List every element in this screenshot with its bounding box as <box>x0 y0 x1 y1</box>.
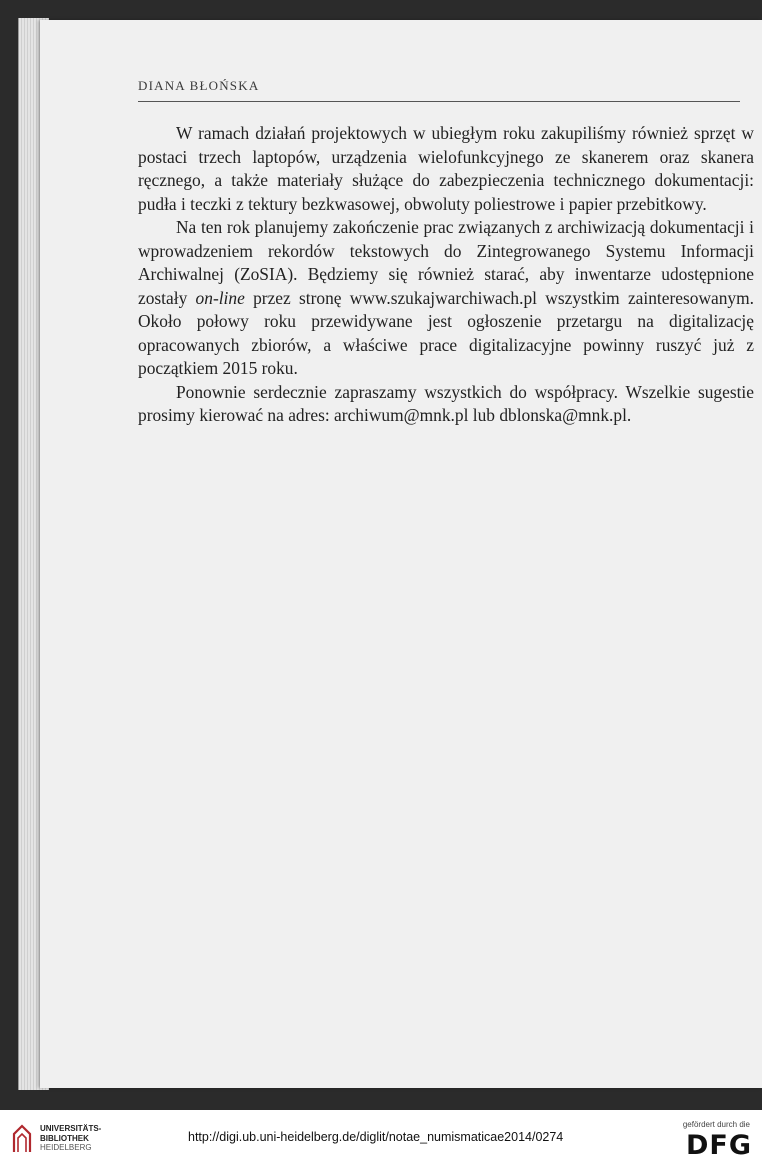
paragraph: Ponownie serdecznie zapraszamy wszystkich do współpracy. Wszelkie sugestie prosimy kierować na adres: archiwum@mnk.pl lub dblonska@mnk.pl. <box>138 381 754 425</box>
body-text <box>138 122 754 428</box>
source-url-link[interactable]: http://digi.ub.uni-heidelberg.de/diglit/notae_numismaticae2014/0274 <box>188 1130 564 1144</box>
book-page <box>40 20 762 1088</box>
footer-bar <box>0 1110 762 1166</box>
emphasis-text: on-line <box>195 287 245 308</box>
library-logo-icon <box>10 1124 34 1154</box>
running-head: DIANA BŁOŃSKA <box>138 78 260 93</box>
header-rule <box>138 101 740 102</box>
paragraph: W ramach działań projektowych w ubiegłym roku zakupiliśmy również sprzęt w postaci trzech laptopów, urządzenia wielofunkcyjnego ze skanerem oraz skanera ręcznego, a także materiały służące do zabezpieczenia technicznego dokumentacji: pudła i teczki z tektury bezkwasowej, obwoluty poliestrowe i papier przebitkowy. <box>138 123 754 214</box>
dfg-logo: DFG <box>685 1130 752 1161</box>
funded-by-label: gefördert durch die <box>682 1120 750 1129</box>
library-name: UNIVERSITÄTS- BIBLIOTHEK HEIDELBERG <box>40 1124 102 1152</box>
paragraph: Na ten rok planujemy zakończenie prac związanych z archiwizacją dokumentacji i wprowadzeniem rekordów tekstowych do Zintegrowanego Systemu Informacji Archiwalnej (ZoSIA). Będziemy się również starać, aby inwentarze udostępnione zostały on-line przez stronę www.szukajwarchiwach.pl wszystkim zainteresowanym. Około połowy roku przewidywane jest ogłoszenie przetargu na digitalizację opracowanych zbiorów, a właściwe prace digitalizacyjne powinny ruszyć już z początkiem 2015 roku. <box>138 217 754 378</box>
